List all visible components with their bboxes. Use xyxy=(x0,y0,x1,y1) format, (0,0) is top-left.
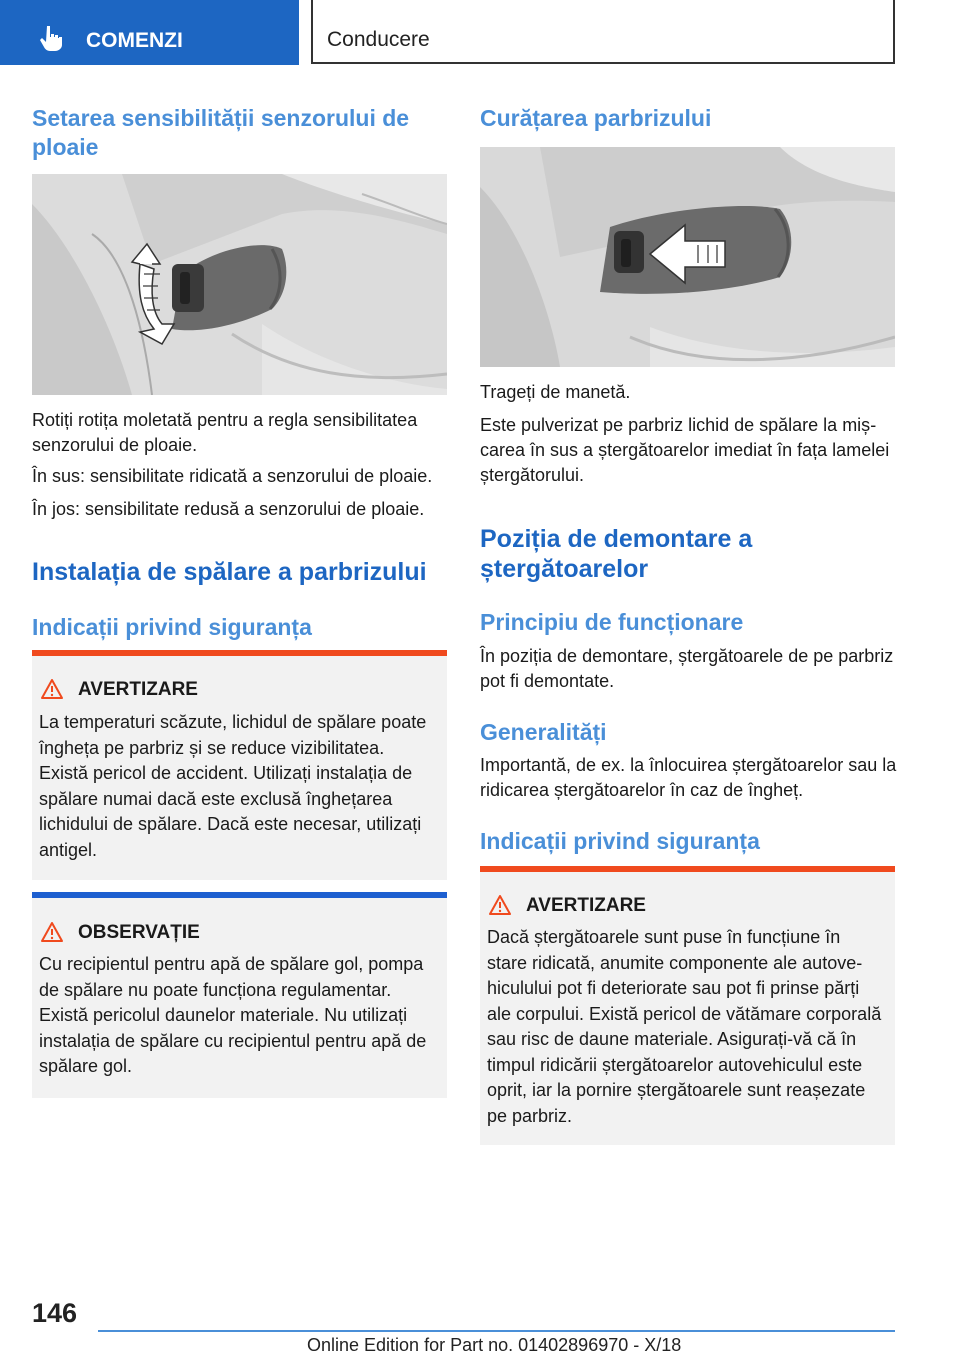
heading-safety-left: Indicații privind siguranța xyxy=(32,614,312,640)
notice-bar xyxy=(32,892,447,898)
heading-wiper-removal: Poziția de demontare a ștergătoarelor xyxy=(480,525,753,583)
paragraph-rain-3: În jos: sensibilitate redusă a senzorului de ploaie. xyxy=(32,499,425,519)
rain-sensor-illustration xyxy=(32,174,447,395)
notice-box-left xyxy=(32,892,447,1098)
paragraph-clean-2: Este pulverizat pe parbriz lichid de spălare la mișcarea în sus a ștergătoarelor imediat în fața lamelei ștergătorului. xyxy=(480,415,890,485)
warning-title: AVERTIZARE xyxy=(78,679,198,700)
heading-washer-system: Instalația de spălare a parbrizului xyxy=(32,558,427,586)
warning-text: La temperaturi scăzute, lichidul de spălare poate îngheța pe parbriz și se reduce vizibilitatea. Există pericol de accident. Utilizați instalația de spălare numai dacă este exclusă înghețarea lichidului de spălare. Dacă este necesar, utilizați antigel. xyxy=(39,712,427,860)
warning-title: AVERTIZARE xyxy=(526,895,646,916)
paragraph-rain-2: În sus: sensibilitate ridicată a senzorului de ploaie. xyxy=(32,466,433,486)
paragraph-general: Importantă, de ex. la înlocuirea ștergătoarelor sau la ridicarea ștergătoarelor în caz de îngheț. xyxy=(480,755,897,800)
notice-title: OBSERVAȚIE xyxy=(78,922,200,943)
section-tab-label: COMENZI xyxy=(86,29,183,52)
footer-rule xyxy=(98,1330,895,1332)
heading-clean-windshield: Curățarea parbrizului xyxy=(480,105,712,131)
paragraph-clean-1: Trageți de manetă. xyxy=(480,382,631,402)
figure-washer-lever xyxy=(480,147,895,367)
footer-edition: Online Edition for Part no. 01402896970 - X/18 xyxy=(307,1335,682,1355)
warning-text: Dacă ștergătoarele sunt puse în funcțiune în stare ridicată, anumite componente ale autovehiculului pot fi deteriorate sau pot fi prinse părți ale corpului. Există pericol de vătămare corporală sau risc de daune materiale. Asigurați-vă că în timpul ridicării ștergătoarelor autovehiculul este oprit, iar la pornire ștergătoarele sunt reașezate pe parbriz. xyxy=(487,927,882,1126)
figure-rain-sensor-wheel xyxy=(32,174,447,395)
warning-box-right xyxy=(480,866,895,1145)
heading-principle: Principiu de funcționare xyxy=(480,609,744,635)
notice-triangle-icon xyxy=(40,921,64,943)
warning-triangle-icon xyxy=(40,678,64,700)
heading-rain-sensor: Setarea sensibilității senzorului de ploaie xyxy=(32,105,410,160)
washer-lever-illustration xyxy=(480,147,895,367)
warning-box-left xyxy=(32,650,447,880)
heading-general: Generalități xyxy=(480,719,607,745)
heading-safety-right: Indicații privind siguranța xyxy=(480,828,760,854)
warning-triangle-icon xyxy=(488,894,512,916)
chapter-title: Conducere xyxy=(327,28,430,51)
notice-text: Cu recipientul pentru apă de spălare gol, pompa de spălare nu poate funcționa regulamentar. Există pericolul daunelor materiale. Nu utilizați instalația de spălare cu recipientul pentru apă de spălare gol. xyxy=(39,954,427,1076)
section-tab[interactable] xyxy=(0,0,299,65)
chapter-header xyxy=(311,0,895,64)
warning-bar xyxy=(32,650,447,656)
paragraph-principle: În poziția de demontare, ștergătoarele de pe parbriz pot fi demontate. xyxy=(480,646,894,691)
warning-bar xyxy=(480,866,895,872)
hand-pointer-icon xyxy=(38,24,66,52)
page-number: 146 xyxy=(32,1298,78,1328)
paragraph-rain-1: Rotiți rotița moletată pentru a regla sensibilitatea senzorului de ploaie. xyxy=(32,410,418,455)
